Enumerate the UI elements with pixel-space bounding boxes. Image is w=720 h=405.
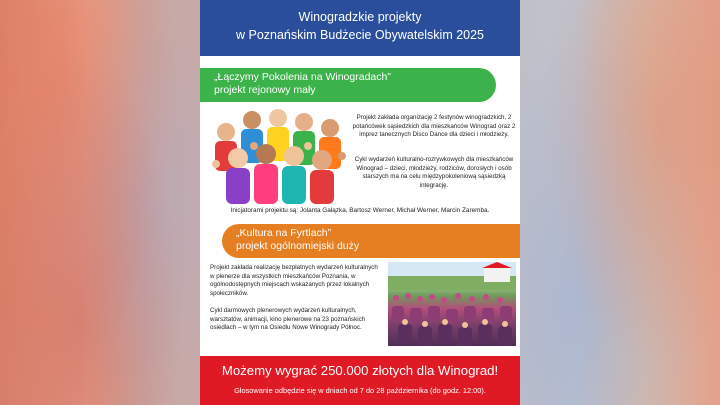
prize-headline: Możemy wygrać 250.000 złotych dla Winograd! — [221, 363, 499, 378]
voting-dates: Głosowanie odbędzie się w dniach od 7 do 28 października (do godz. 12:00). — [234, 386, 486, 395]
header-line-1: Winogradzkie projekty — [298, 10, 422, 24]
project1-title-banner — [200, 68, 496, 102]
background-blur-left — [0, 0, 200, 405]
project2-title: „Kultura na Fyrtlach” — [236, 227, 332, 239]
project2-description-2: Cykl darmowych plenerowych wydarzeń kulturalnych, warsztatów, animacji, kino plenerowe na 23 poznańskich osiedlach – w tym na Osiedlu Nowe Winogrady Północ. — [210, 307, 366, 332]
poster — [200, 0, 520, 405]
event-photo — [388, 262, 516, 346]
project2-subtitle: projekt ogólnomiejski duży — [236, 240, 360, 252]
project1-description-1: Projekt zakłada organizację 2 festynów winogradzkich, 2 potańcówek sąsiedzkich dla mieszkańców Winograd oraz 2 imprez tanecznych Disco Dance dla dzieci i młodzieży. — [352, 114, 516, 139]
project1-title: „Łączymy Pokolenia na Winogradach” — [214, 71, 391, 83]
project2-title-banner — [222, 224, 520, 258]
project1-initiators: Inicjatorami projektu są: Jolanta Gałązka, Bartosz Werner, Michał Werner, Marcin Zaremba. — [230, 207, 490, 214]
header-line-2: w Poznańskim Budżecie Obywatelskim 2025 — [235, 28, 485, 42]
project1-description-2: Cykl wydarzeń kulturalno-rozrywkowych dla mieszkańców Winograd – dzieci, młodzieży, rodziców, dorosłych i osób starszych ma na celu międzypokoleniową sąsiedzką integrację. — [354, 156, 514, 189]
kids-photo — [204, 106, 350, 204]
project2-description-1: Projekt zakłada realizację bezpłatnych wydarzeń kulturalnych w plenerze dla wszystkich mieszkańców Poznania, w ogólnodostępnych miejscach wskazanych przez lokalnych społeczników. — [210, 264, 378, 297]
crowd-illustration — [388, 262, 516, 346]
voting-banner — [200, 356, 520, 405]
background-blur-right — [520, 0, 720, 405]
poster-header — [200, 0, 520, 56]
project1-subtitle: projekt rejonowy mały — [214, 84, 316, 96]
kids-illustration — [204, 106, 350, 204]
